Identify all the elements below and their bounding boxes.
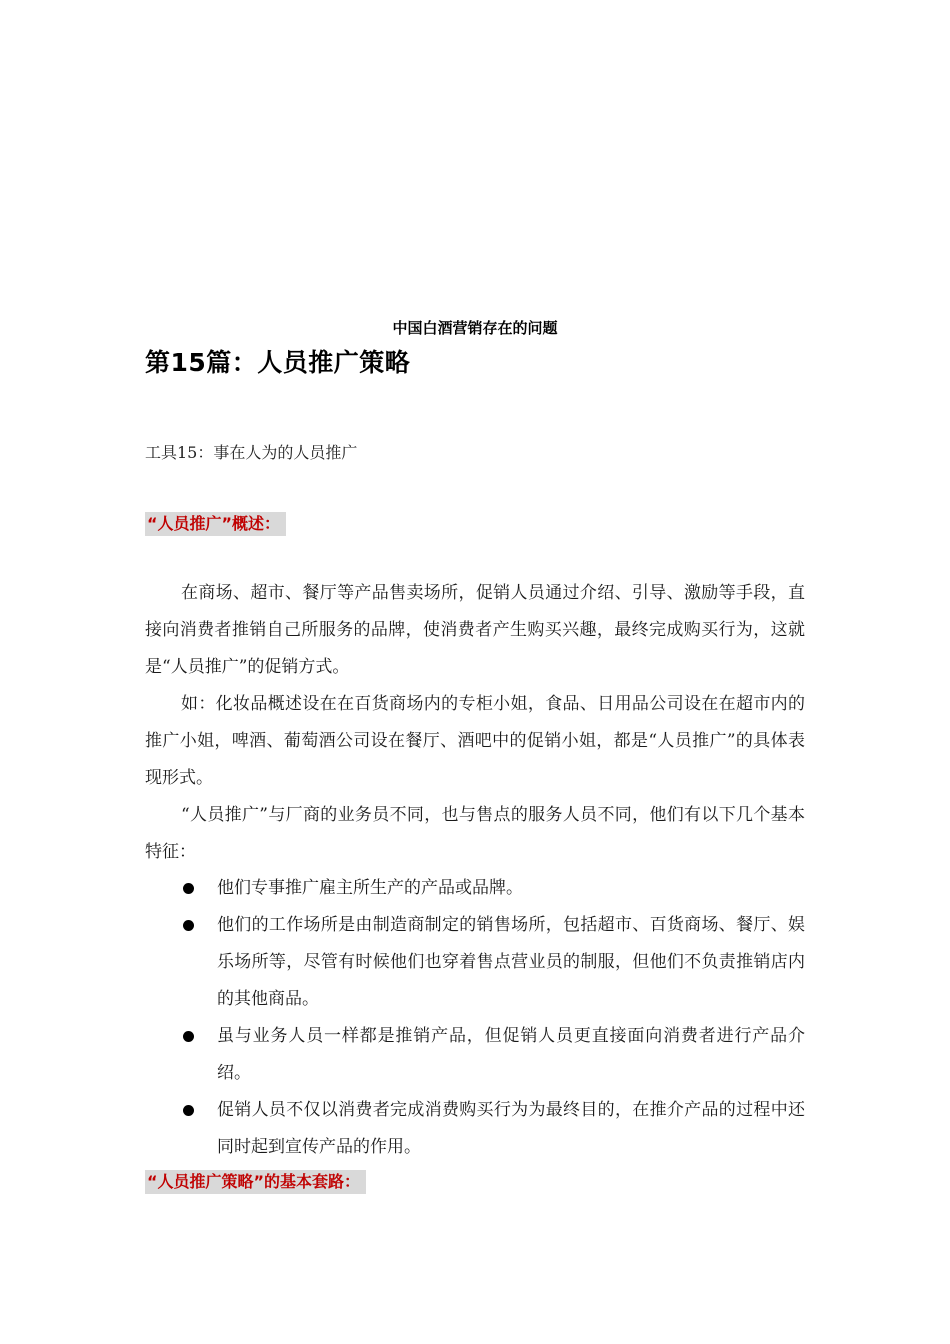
section-heading-strategy: “人员推广策略”的基本套路： bbox=[145, 1170, 366, 1194]
bullet-icon bbox=[183, 920, 194, 931]
tool-line: 工具15：事在人为的人员推广 bbox=[145, 443, 358, 462]
list-item-text: 促销人员不仅以消费者完成消费购买行为为最终目的，在推介产品的过程中还同时起到宣传产品的作用。 bbox=[217, 1100, 805, 1157]
list-item-text: 他们专事推广雇主所生产的产品或品牌。 bbox=[217, 878, 523, 898]
paragraph-features-intro: “人员推广”与厂商的业务员不同，也与售点的服务人员不同，他们有以下几个基本特征： bbox=[145, 805, 805, 862]
list-item bbox=[145, 907, 805, 1018]
chapter-title: 第15篇：人员推广策略 bbox=[145, 348, 411, 377]
list-item bbox=[145, 1018, 805, 1092]
bullet-icon bbox=[183, 883, 194, 894]
header-title: 中国白酒营销存在的问题 bbox=[392, 319, 558, 337]
list-item bbox=[145, 870, 805, 907]
list-item-text: 虽与业务人员一样都是推销产品，但促销人员更直接面向消费者进行产品介绍。 bbox=[217, 1026, 805, 1083]
paragraph-examples: 如：化妆品概述设在在百货商场内的专柜小姐，食品、日用品公司设在在超市内的推广小姐，啤酒、葡萄酒公司设在餐厅、酒吧中的促销小姐，都是“人员推广”的具体表现形式。 bbox=[145, 694, 805, 788]
feature-list bbox=[145, 870, 805, 1166]
bullet-icon bbox=[183, 1031, 194, 1042]
bullet-icon bbox=[183, 1105, 194, 1116]
paragraph-intro: 在商场、超市、餐厅等产品售卖场所，促销人员通过介绍、引导、激励等手段，直接向消费者推销自己所服务的品牌，使消费者产生购买兴趣，最终完成购买行为，这就是“人员推广”的促销方式。 bbox=[145, 583, 805, 677]
body-paragraphs bbox=[145, 575, 805, 871]
list-item bbox=[145, 1092, 805, 1166]
section-heading-overview: “人员推广”概述： bbox=[145, 512, 286, 536]
list-item-text: 他们的工作场所是由制造商制定的销售场所，包括超市、百货商场、餐厅、娱乐场所等，尽管有时候他们也穿着售点营业员的制服，但他们不负责推销店内的其他商品。 bbox=[217, 915, 805, 1009]
